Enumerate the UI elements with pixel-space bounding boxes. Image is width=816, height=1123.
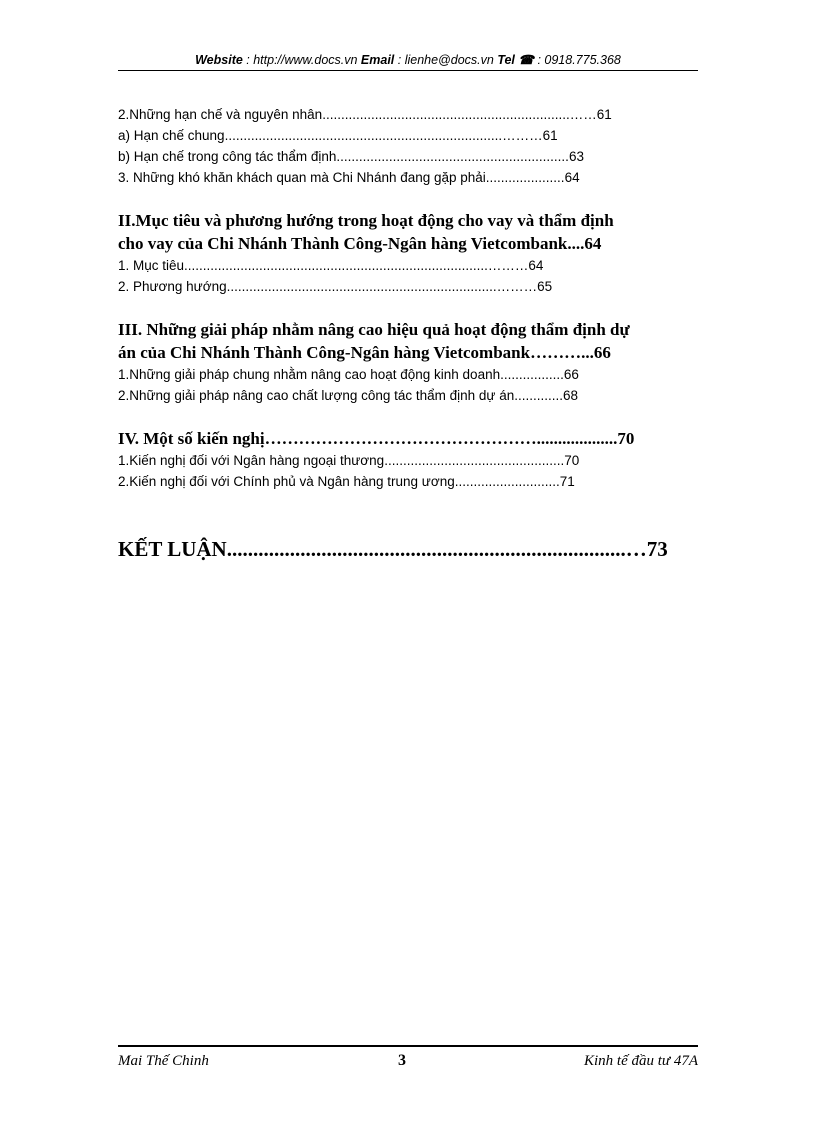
toc-entry-text: 3. Những khó khăn khách quan mà Chi Nhánh đang gặp phải	[118, 170, 486, 185]
footer-page-number: 3	[398, 1052, 406, 1069]
toc-leader: .............	[514, 388, 563, 403]
footer-class: Kinh tế đầu tư 47A	[583, 1053, 698, 1069]
section-heading-iv: IV. Một số kiến nghị…………………………………………...................70	[118, 429, 635, 448]
toc-leader: ........................................................................………	[226, 279, 538, 294]
toc-page: 66	[563, 367, 579, 382]
toc-entry	[118, 364, 646, 385]
toc-entry	[118, 167, 646, 188]
toc-page: 68	[563, 388, 579, 403]
toc-entry-text: 2. Phương hướng	[118, 279, 227, 294]
email-value: : lienhe@docs.vn	[394, 53, 498, 67]
toc-page: 70	[564, 453, 580, 468]
toc-entry-text: a) Hạn chế chung	[118, 128, 225, 143]
toc-entry-text: 1.Kiến nghị đối với Ngân hàng ngoại thương	[118, 453, 385, 468]
toc-entry	[118, 104, 628, 125]
phone-icon: ☎	[518, 53, 534, 67]
footer-author: Mai Thế Chinh	[118, 1053, 209, 1069]
conclusion-heading: KẾT LUẬN............................................................................…73	[118, 537, 668, 561]
header-divider	[118, 70, 698, 71]
toc-entry	[118, 471, 636, 492]
page-header	[118, 52, 698, 67]
section-heading-ii: II.Mục tiêu và phương hướng trong hoạt động cho vay và thẩm định	[118, 211, 614, 230]
toc-entry	[118, 450, 628, 471]
section-heading-iii-cont: án của Chi Nhánh Thành Công-Ngân hàng Vietcombank………...66	[118, 343, 611, 362]
toc-leader: .................	[500, 367, 564, 382]
website-label: Website	[195, 53, 243, 67]
toc-entry-text: 2.Những giải pháp nâng cao chất lượng công tác thẩm định dự án	[118, 388, 515, 403]
toc-page: 61	[542, 128, 558, 143]
toc-leader: ..................................................................……	[322, 107, 597, 122]
toc-leader: ............................	[454, 474, 560, 489]
toc-entry	[118, 146, 628, 167]
toc-page: 64	[528, 258, 544, 273]
toc-page: 65	[537, 279, 553, 294]
toc-leader: .................................................................................………	[184, 258, 529, 273]
toc-entry-text: b) Hạn chế trong công tác thẩm định	[118, 149, 337, 164]
section-heading-ii-cont: cho vay của Chi Nhánh Thành Công-Ngân hàng Vietcombank....64	[118, 234, 602, 253]
toc-entry-text: 2.Những hạn chế và nguyên nhân	[118, 107, 323, 122]
toc-entry-text: 2.Kiến nghị đối với Chính phủ và Ngân hàng trung ương	[118, 474, 455, 489]
toc-entry	[118, 255, 628, 276]
toc-entry	[118, 385, 646, 406]
toc-page: 64	[564, 170, 580, 185]
toc-entry-text: 1.Những giải pháp chung nhằm nâng cao hoạt động kinh doanh	[118, 367, 501, 382]
email-label: Email	[360, 53, 395, 67]
toc-entry	[118, 125, 628, 146]
toc-entry	[118, 276, 628, 297]
toc-page: 71	[559, 474, 575, 489]
toc-page: 61	[596, 107, 612, 122]
toc-entry-text: 1. Mục tiêu	[118, 258, 185, 273]
section-heading-iii: III. Những giải pháp nhằm nâng cao hiệu quả hoạt động thẩm định dự	[118, 320, 630, 339]
table-of-contents	[118, 104, 698, 492]
toc-page: 63	[568, 149, 584, 164]
toc-leader: ..........................................................................………	[224, 128, 543, 143]
toc-leader: ................................................	[384, 453, 565, 468]
toc-leader: .....................	[485, 170, 565, 185]
website-value: : http://www.docs.vn	[242, 53, 361, 67]
tel-value: : 0918.775.368	[533, 53, 621, 67]
footer-divider	[118, 1045, 698, 1047]
toc-leader: ..............................................................	[336, 149, 569, 164]
tel-label: Tel	[497, 53, 515, 67]
